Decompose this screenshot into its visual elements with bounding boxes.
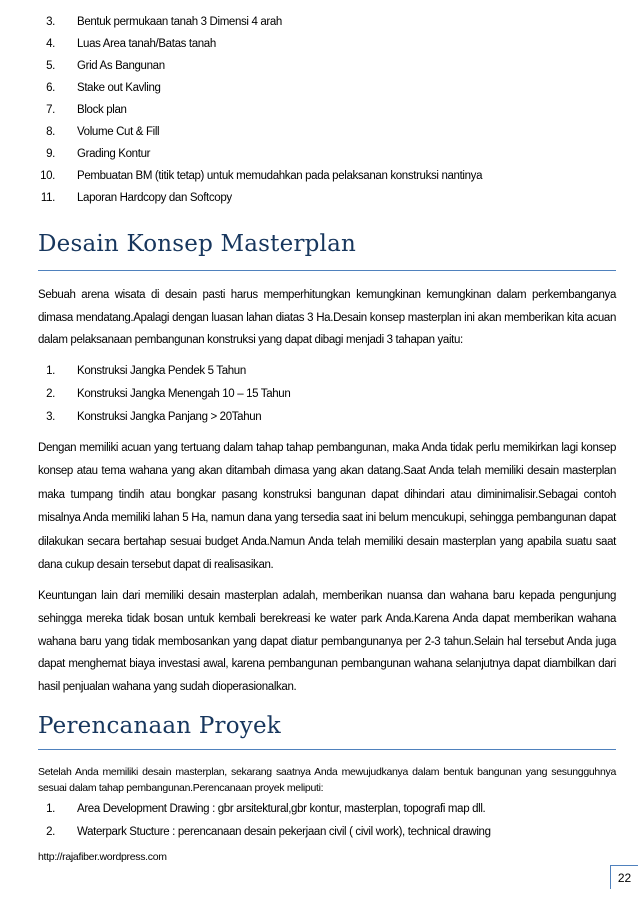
section-heading-perencanaan: Perencanaan Proyek xyxy=(38,713,281,739)
document-page: 3. Bentuk permukaan tanah 3 Dimensi 4 arah 4. Luas Area tanah/Batas tanah 5. Grid As Bangunan 6. Stake out Kavling 7. Block plan 8. Volume Cut & Fill 9. Grading Kontur 10. Pembuatan BM (titik tetap) untuk memudahkan pada pelaksanan konstruksi nantinya 11. Laporan Hardcopy dan Softcopy Desain Konsep Masterplan Sebuah arena wisata di desain pasti harus memperhitungkan kemungkinan kemungkinan dalam perkembanganya dimasa mendatang.Apalagi dengan luasan lahan diatas 3 Ha.Desain konsep masterplan ini akan memberikan kita acuan dalam pelaksanaan pembangunan konstruksi yang dapat dibagi menjadi 3 tahapan yaitu: 1. Konstruksi Jangka Pendek 5 Tahun 2. Konstruksi Jangka Menengah 10 – 15 Tahun 3. Konstruksi Jangka Panjang > 20Tahun Dengan memiliki acuan yang tertuang dalam tahap tahap pembangunan, maka Anda tidak perlu memikirkan lagi konsep konsep atau tema wahana yang akan ditambah dimasa yang akan datang.Saat Anda telah memiliki desain masterplan maka tumpang tindih atau bongkar pasang konstruksi bangunan dapat dihindari atau diminimalisir.Sebagai contoh misalnya Anda memiliki lahan 5 Ha, namun dana yang tersedia saat ini belum mencukupi, sehingga pembangunan dapat dilakukan secara bertahap sesuai budget Anda.Namun Anda telah memiliki desain masterplan yang apabila suatu saat dana cukup desain tersebut dapat di realisasikan. Keuntungan lain dari memiliki desain masterplan adalah, memberikan nuansa dan wahana baru kepada pengunjung sehingga mereka tidak bosan untuk kembali berekreasi ke water park Anda.Karena Anda dapat memberikan wahana wahana baru yang tidak membosankan yang dapat diatur pembangunanya per 2-3 tahun.Selain hal tersebut Anda juga dapat menghemat biaya investasi awal, karena pembangunan pembangunan wahana selanjutnya dapat diambilkan dari hasil penjualan wahana yang sudah dioperasionalkan. Perencanaan Proyek Setelah Anda memiliki desain masterplan, sekarang saatnya Anda mewujudkanya dalam bentuk bangunan yang sesungguhnya sesuai dalam tahap pembangunan.Perencanaan proyek meliputi: 1. Area Development Drawing : gbr arsitektural,gbr kontur, masterplan, topografi map dll. 2. Waterpark Stucture : perencanaan desain pekerjaan civil ( civil work), technical drawing http://rajafiber.wordpress.com 22 xyxy=(0,0,638,903)
masterplan-paragraph-3: Keuntungan lain dari memiliki desain masterplan adalah, memberikan nuansa dan wahana baru kepada pengunjung sehingga mereka tidak bosan untuk kembali berekreasi ke water park Anda.Karena Anda dapat memberikan wahana wahana baru yang tidak membosankan yang dapat diatur pembangunanya per 2-3 tahun.Selain hal tersebut Anda juga dapat menghemat biaya investasi awal, karena pembangunan pembangunan wahana selanjutnya dapat diambilkan dari hasil penjualan wahana yang sudah dioperasionalkan. xyxy=(38,590,616,694)
heading-rule xyxy=(38,749,616,750)
masterplan-intro-paragraph: Sebuah arena wisata di desain pasti harus memperhitungkan kemungkinan kemungkinan dalam perkembanganya dimasa mendatang.Apalagi dengan luasan lahan diatas 3 Ha.Desain konsep masterplan ini akan memberikan kita acuan dalam pelaksanaan pembangunan konstruksi yang dapat dibagi menjadi 3 tahapan yaitu: xyxy=(38,289,616,346)
section-heading-masterplan: Desain Konsep Masterplan xyxy=(38,231,357,257)
heading-rule xyxy=(38,270,616,271)
footer-url: http://rajafiber.wordpress.com xyxy=(38,851,167,863)
page-number: 22 xyxy=(610,865,638,889)
perencanaan-intro-paragraph: Setelah Anda memiliki desain masterplan, sekarang saatnya Anda mewujudkanya dalam bentuk bangunan yang sesungguhnya sesuai dalam tahap pembangunan.Perencanaan proyek meliputi: xyxy=(38,766,616,794)
masterplan-paragraph-2: Dengan memiliki acuan yang tertuang dalam tahap tahap pembangunan, maka Anda tidak perlu memikirkan lagi konsep konsep atau tema wahana yang akan ditambah dimasa yang akan datang.Saat Anda telah memiliki desain masterplan maka tumpang tindih atau bongkar pasang konstruksi bangunan dapat dihindari atau diminimalisir.Sebagai contoh misalnya Anda memiliki lahan 5 Ha, namun dana yang tersedia saat ini belum mencukupi, sehingga pembangunan dapat dilakukan secara bertahap sesuai budget Anda.Namun Anda telah memiliki desain masterplan yang apabila suatu saat dana cukup desain tersebut dapat di realisasikan. xyxy=(38,442,616,572)
